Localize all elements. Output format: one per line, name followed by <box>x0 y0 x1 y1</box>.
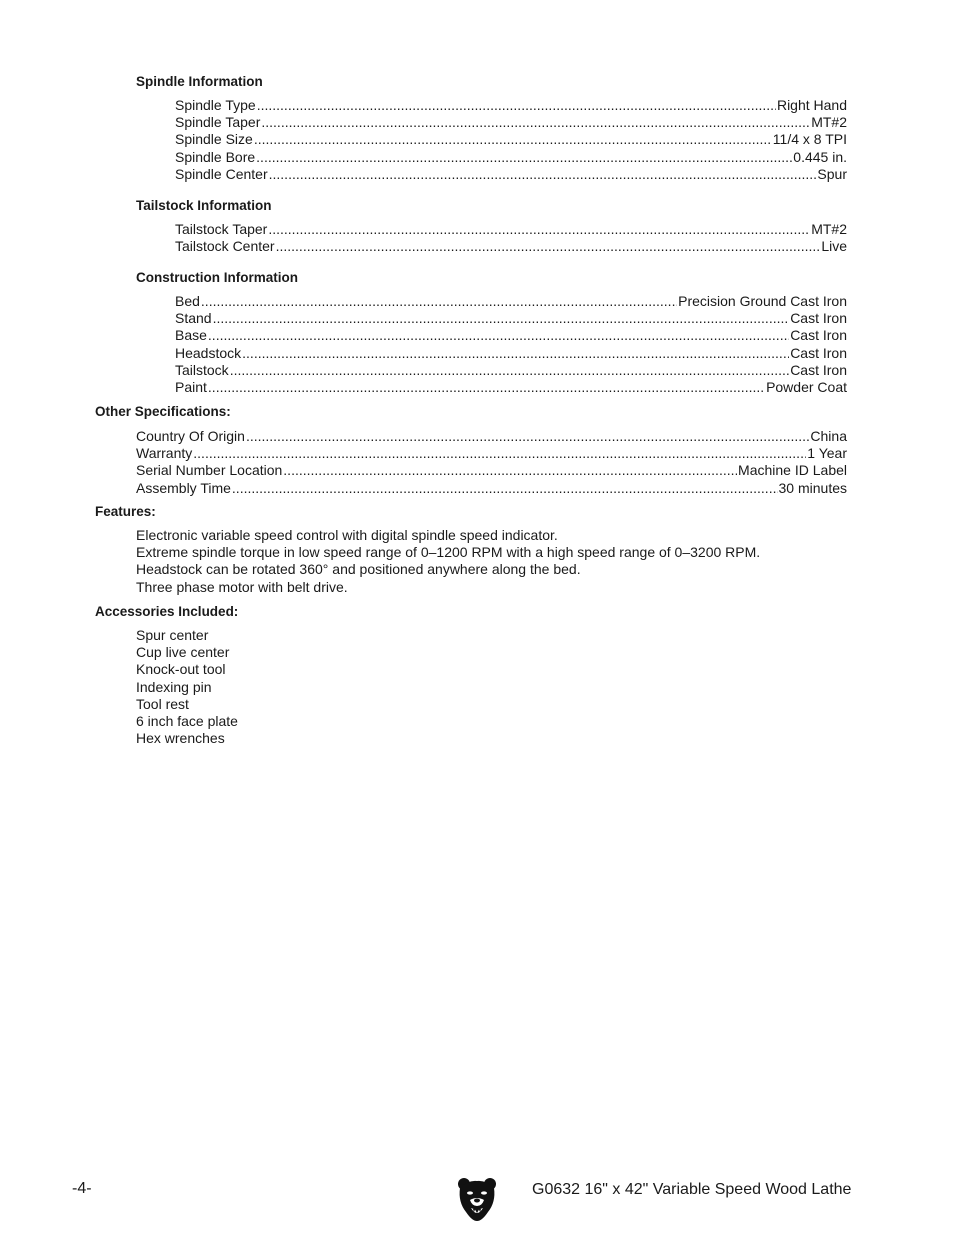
spec-row <box>175 345 847 362</box>
spec-label: Spindle Center <box>175 165 268 182</box>
dot-leader <box>208 379 765 396</box>
construction-info-list <box>175 293 847 396</box>
spec-value: 11/4 x 8 TPI <box>772 131 847 148</box>
spec-value: China <box>810 428 847 444</box>
dot-leader <box>256 149 792 166</box>
dot-leader <box>213 310 790 327</box>
spec-label: Spindle Type <box>175 97 256 113</box>
accessories-heading: Accessories Included: <box>95 604 239 619</box>
spec-row <box>136 462 847 479</box>
spec-label: Serial Number Location <box>136 462 283 479</box>
spec-value: MT#2 <box>811 221 847 237</box>
spec-row <box>175 293 847 310</box>
spec-value: 1 Year <box>807 445 847 462</box>
dot-leader <box>232 480 778 497</box>
spec-label: Bed <box>175 293 200 309</box>
feature-item: Headstock can be rotated 360° and positioned anywhere along the bed. <box>136 561 581 578</box>
spec-row <box>175 166 847 183</box>
spec-value: Precision Ground Cast Iron <box>678 293 847 309</box>
spec-label: Country Of Origin <box>136 428 245 444</box>
dot-leader <box>283 462 737 479</box>
construction-info-heading: Construction Information <box>136 270 298 285</box>
spec-row <box>175 362 847 379</box>
tailstock-info-heading: Tailstock Information <box>136 198 272 213</box>
accessory-item: Tool rest <box>136 695 189 712</box>
accessory-item: Knock-out tool <box>136 661 226 678</box>
spec-row <box>175 379 847 396</box>
features-list <box>136 527 760 596</box>
spec-row <box>175 97 847 114</box>
dot-leader <box>193 445 806 462</box>
spec-value: Right Hand <box>776 97 847 113</box>
dot-leader <box>201 293 677 310</box>
spec-row <box>175 131 847 148</box>
dot-leader <box>269 166 817 183</box>
dot-leader <box>257 97 776 114</box>
spec-value: 30 minutes <box>778 479 847 496</box>
spec-value: Spur <box>817 165 847 182</box>
other-specs-list <box>136 428 847 497</box>
tailstock-info-list <box>175 221 847 255</box>
dot-leader <box>208 327 789 344</box>
dot-leader <box>246 428 809 445</box>
dot-leader <box>254 131 772 148</box>
page-number: -4- <box>72 1180 92 1197</box>
spec-row <box>175 238 847 255</box>
spec-row <box>136 480 847 497</box>
spec-value: Machine ID Label <box>738 462 847 479</box>
spec-row <box>175 114 847 131</box>
spec-row <box>175 310 847 327</box>
feature-item: Three phase motor with belt drive. <box>136 578 348 595</box>
spec-value: 0.445 in. <box>793 148 847 165</box>
spindle-info-heading: Spindle Information <box>136 74 263 89</box>
dot-leader <box>242 345 789 362</box>
accessories-list <box>136 627 238 747</box>
spec-label: Spindle Size <box>175 131 253 148</box>
accessory-item: Indexing pin <box>136 678 212 695</box>
features-heading: Features: <box>95 504 156 519</box>
spec-label: Assembly Time <box>136 479 231 496</box>
spec-value: Cast Iron <box>790 310 847 327</box>
spec-label: Tailstock Taper <box>175 221 268 237</box>
spec-value: Live <box>821 238 847 255</box>
spec-row <box>136 445 847 462</box>
spec-value: Cast Iron <box>790 327 847 344</box>
dot-leader <box>230 362 790 379</box>
spec-value: Cast Iron <box>790 361 847 378</box>
spec-row <box>175 327 847 344</box>
spec-label: Stand <box>175 310 212 327</box>
spec-value: Cast Iron <box>790 344 847 361</box>
grizzly-bear-logo-icon <box>456 1176 498 1222</box>
spec-label: Paint <box>175 378 207 395</box>
manual-title: G0632 16" x 42" Variable Speed Wood Lathe <box>532 1181 852 1198</box>
spec-row <box>136 428 847 445</box>
spec-label: Base <box>175 327 207 344</box>
spec-value: MT#2 <box>811 114 847 131</box>
spec-label: Tailstock <box>175 361 229 378</box>
feature-item: Extreme spindle torque in low speed range of 0–1200 RPM with a high speed range of 0–3200 RPM. <box>136 544 761 561</box>
accessory-item: Cup live center <box>136 644 230 661</box>
dot-leader <box>261 114 810 131</box>
dot-leader <box>276 238 821 255</box>
spec-label: Warranty <box>136 445 193 462</box>
spec-label: Spindle Taper <box>175 114 261 131</box>
spec-label: Tailstock Center <box>175 238 275 255</box>
accessory-item: Spur center <box>136 627 209 643</box>
spec-label: Headstock <box>175 344 242 361</box>
spec-value: Powder Coat <box>766 378 847 395</box>
spindle-info-list <box>175 97 847 183</box>
spec-row <box>175 221 847 238</box>
feature-item: Electronic variable speed control with digital spindle speed indicator. <box>136 527 558 543</box>
spec-label: Spindle Bore <box>175 148 256 165</box>
accessory-item: Hex wrenches <box>136 730 225 747</box>
spec-row <box>175 149 847 166</box>
dot-leader <box>268 221 810 238</box>
other-specs-heading: Other Specifications: <box>95 404 231 419</box>
accessory-item: 6 inch face plate <box>136 712 238 729</box>
